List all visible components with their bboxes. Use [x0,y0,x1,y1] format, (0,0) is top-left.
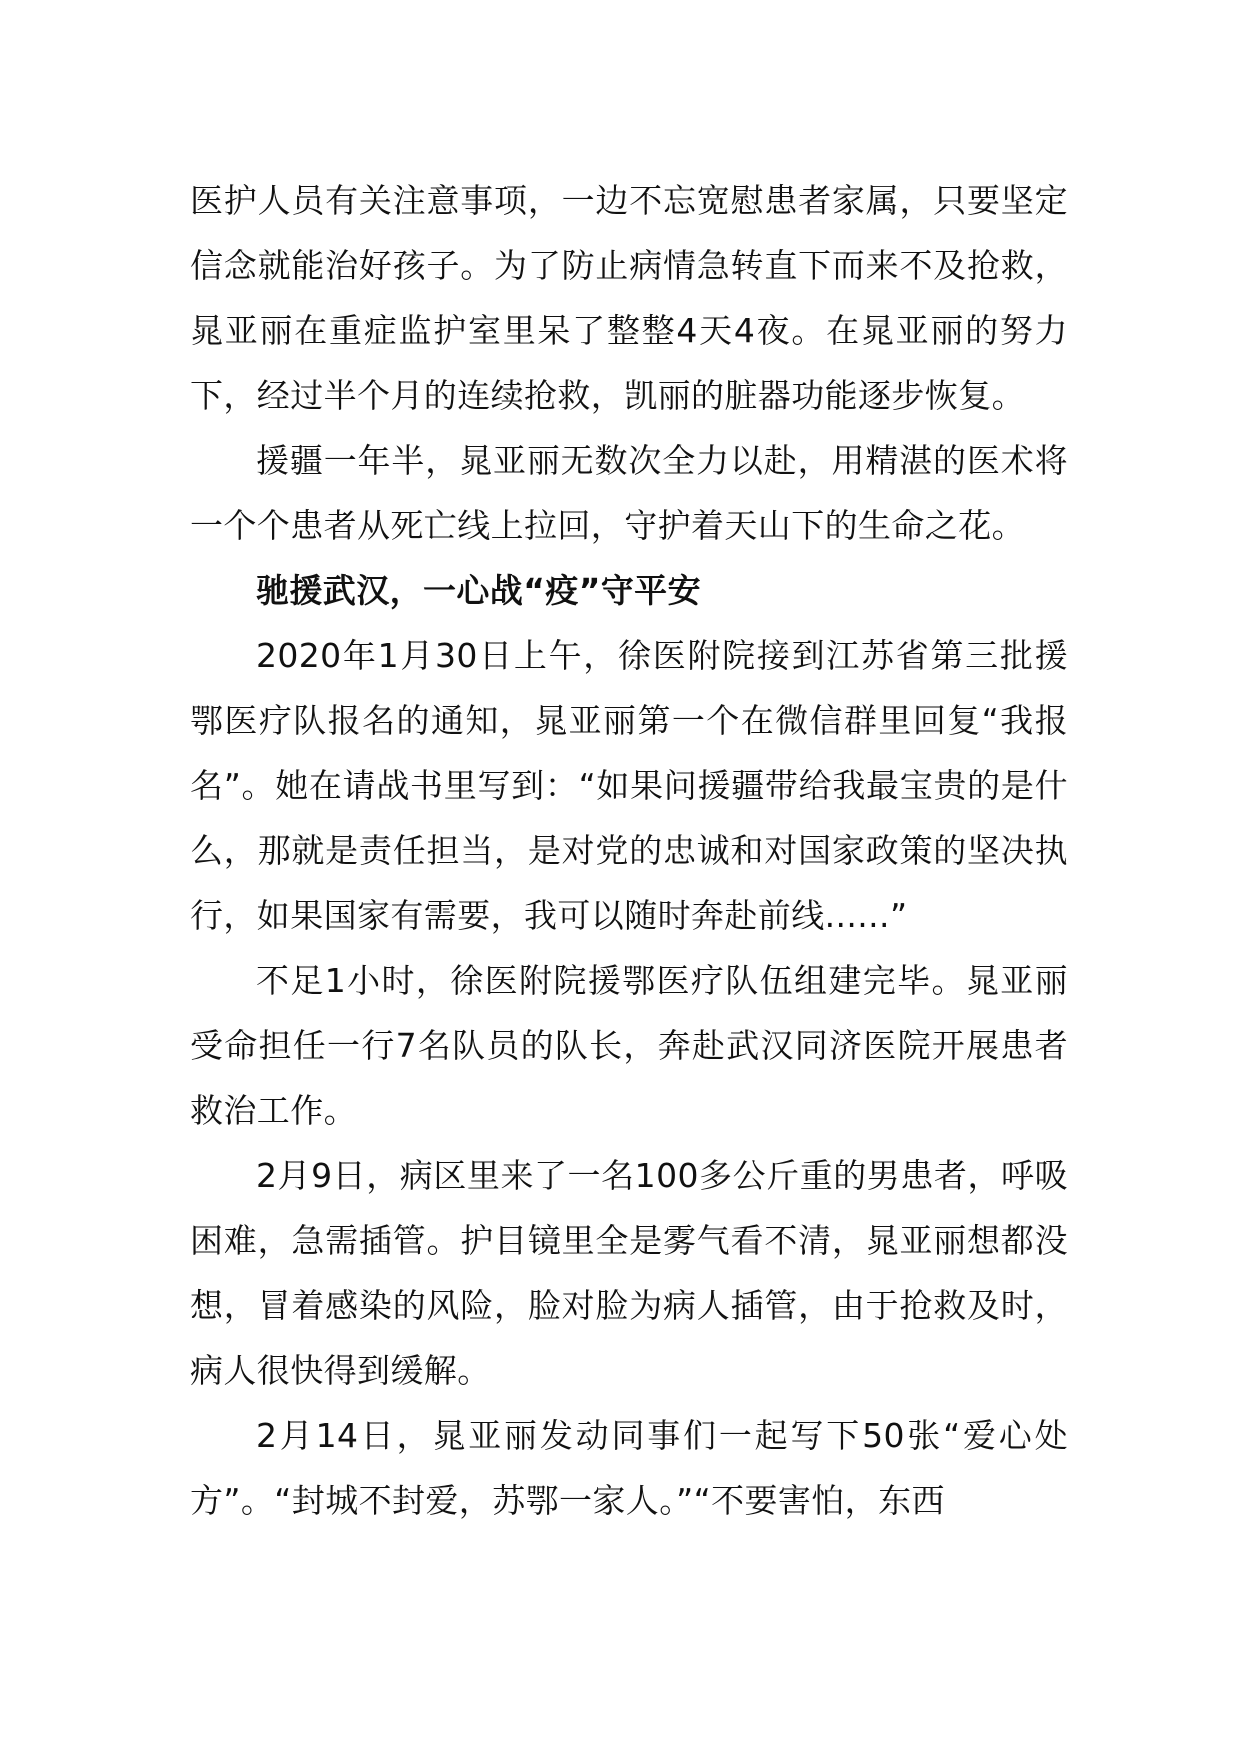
paragraph: 2020年1月30日上午，徐医附院接到江苏省第三批援鄂医疗队报名的通知，晁亚丽第一个在微信群里回复“我报名”。她在请战书里写到：“如果问援疆带给我最宝贵的是什么，那就是责任担当，是对党的忠诚和对国家政策的坚决执行，如果国家有需要，我可以随时奔赴前线......” [190,636,1068,935]
section-heading: 驰援武汉，一心战“疫”守平安 [256,571,701,610]
paragraph: 不足1小时，徐医附院援鄂医疗队伍组建完毕。晁亚丽受命担任一行7名队员的队长，奔赴武汉同济医院开展患者救治工作。 [190,961,1068,1130]
paragraph-continuation: 医护人员有关注意事项，一边不忘宽慰患者家属，只要坚定信念就能治好孩子。为了防止病情急转直下而来不及抢救，晁亚丽在重症监护室里呆了整整4天4夜。在晁亚丽的努力下，经过半个月的连续抢救，凯丽的脏器功能逐步恢复。 [190,181,1068,415]
paragraph: 援疆一年半，晁亚丽无数次全力以赴，用精湛的医术将一个个患者从死亡线上拉回，守护着天山下的生命之花。 [190,441,1068,545]
paragraph: 2月9日，病区里来了一名100多公斤重的男患者，呼吸困难，急需插管。护目镜里全是雾气看不清，晁亚丽想都没想，冒着感染的风险，脸对脸为病人插管，由于抢救及时，病人很快得到缓解。 [190,1156,1068,1390]
article-body [190,168,1068,1533]
paragraph: 2月14日，晁亚丽发动同事们一起写下50张“爱心处方”。“封城不封爱，苏鄂一家人。”“不要害怕，东西 [190,1416,1068,1520]
